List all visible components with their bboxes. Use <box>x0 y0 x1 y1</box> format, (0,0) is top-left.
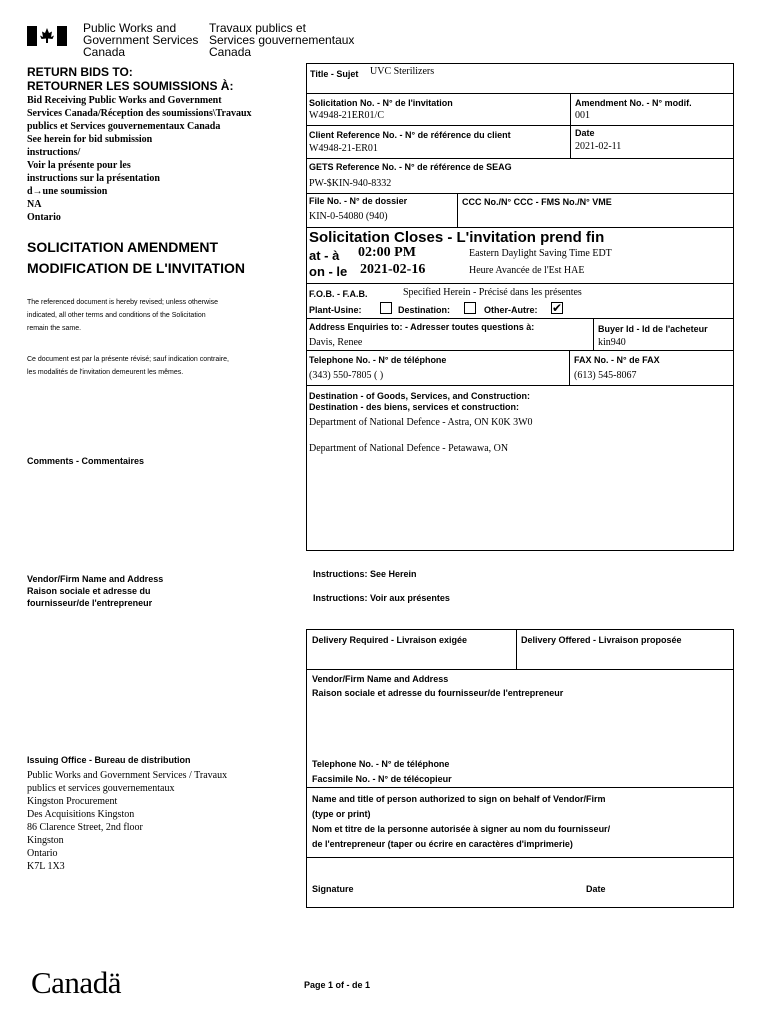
amendment-title <box>27 237 245 279</box>
address-enquiries-label: Address Enquiries to: - Adresser toutes questions à: <box>309 322 535 332</box>
vendor-label-line: fournisseur/de l'entrepreneur <box>27 598 153 608</box>
solicitation-closes-label: Solicitation Closes - L'invitation prend fin <box>309 229 605 246</box>
destination-checkbox[interactable] <box>464 302 476 314</box>
client-reference-value: W4948-21-ER01 <box>309 143 378 154</box>
fax-value: (613) 545-8067 <box>574 370 637 381</box>
page-number: Page 1 of - de 1 <box>304 980 371 990</box>
amendment-text-line: les modalités de l'invitation demeurent les mêmes. <box>27 369 184 376</box>
amendment-text-line: Ce document est par la présente révisé; sauf indication contraire, <box>27 356 229 363</box>
issuing-line: Kingston <box>27 835 64 846</box>
file-no-label: File No. - N° de dossier <box>309 196 408 206</box>
destination-line-1: Department of National Defence - Astra, ON K0K 3W0 <box>309 417 533 428</box>
delivery-offered-label: Delivery Offered - Livraison proposée <box>521 635 682 645</box>
buyer-id-value: kin940 <box>598 337 626 348</box>
address-line: publics et Services gouvernementaux Canada <box>27 121 221 132</box>
destination-checkbox-label: Destination: <box>398 305 451 315</box>
dept-en-line: Public Works and <box>83 21 177 35</box>
dept-en-line: Canada <box>83 45 126 59</box>
on-label: on - le <box>309 264 348 279</box>
gets-reference-label: GETS Reference No. - N° de référence de SEAG <box>309 162 512 172</box>
vendor-name-label-1: Vendor/Firm Name and Address <box>312 674 449 684</box>
signature-date-label: Date <box>586 884 606 894</box>
comments-label: Comments - Commentaires <box>27 456 145 466</box>
destination-label-en: Destination - of Goods, Services, and Construction: <box>309 391 531 401</box>
other-checkbox[interactable]: ✔ <box>552 301 563 315</box>
address-line: instructions sur la présentation <box>27 173 160 184</box>
issuing-line: Public Works and Government Services / Travaux <box>27 770 228 781</box>
address-line: Voir la présente pour les <box>27 160 131 171</box>
amendment-title-en: SOLICITATION AMENDMENT <box>27 239 219 255</box>
timezone-en: Eastern Daylight Saving Time EDT <box>469 248 612 259</box>
telephone-value: (343) 550-7805 ( ) <box>309 370 384 381</box>
vendor-label-line: Raison sociale et adresse du <box>27 586 151 596</box>
return-bids-title-en: RETURN BIDS TO: <box>27 65 133 79</box>
plant-label: Plant-Usine: <box>309 305 362 315</box>
amendment-text-en <box>27 296 218 335</box>
plant-checkbox[interactable] <box>380 302 392 314</box>
fob-label: F.O.B. - F.A.B. <box>309 289 368 299</box>
issuing-line: Ontario <box>27 848 58 859</box>
at-label: at - à <box>309 248 340 263</box>
address-line: Services Canada/Réception des soumissions\Travaux <box>27 108 252 119</box>
department-name-en <box>83 22 198 58</box>
file-no-value: KIN-0-54080 (940) <box>309 211 388 222</box>
amendment-text-line: indicated, all other terms and conditions of the Solicitation <box>27 312 206 319</box>
issuing-line: K7L 1X3 <box>27 861 65 872</box>
fob-value: Specified Herein - Précisé dans les présentes <box>403 287 582 298</box>
vendor-label-line: Vendor/Firm Name and Address <box>27 574 164 584</box>
ccc-no-label: CCC No./N° CCC - FMS No./N° VME <box>462 197 612 207</box>
closing-date-value: 2021-02-16 <box>360 262 426 277</box>
dept-fr-line: Services gouvernementaux <box>209 33 355 47</box>
amendment-title-fr: MODIFICATION DE L'INVITATION <box>27 260 245 276</box>
auth-line: Nom et titre de la personne autorisée à signer au nom du fournisseur/ <box>312 824 611 834</box>
amendment-text-line: remain the same. <box>27 325 82 332</box>
address-line: Bid Receiving Public Works and Government <box>27 95 222 106</box>
dept-en-line: Government Services <box>83 33 199 47</box>
issuing-office-label: Issuing Office - Bureau de distribution <box>27 755 191 765</box>
date-value: 2021-02-11 <box>575 141 622 152</box>
issuing-line: Des Acquisitions Kingston <box>27 809 135 820</box>
amendment-no-label: Amendment No. - N° modif. <box>575 98 692 108</box>
destination-label-fr: Destination - des biens, services et construction: <box>309 402 520 412</box>
other-label: Other-Autre: <box>484 305 538 315</box>
return-bids-title <box>27 65 233 93</box>
title-label: Title - Sujet <box>310 69 359 79</box>
address-line: instructions/ <box>27 147 81 158</box>
address-line: Ontario <box>27 212 61 223</box>
dept-fr-line: Canada <box>209 45 252 59</box>
amendment-no-value: 001 <box>575 110 590 121</box>
canada-wordmark: Canadä <box>31 965 121 1000</box>
buyer-id-label: Buyer Id - Id de l'acheteur <box>598 324 708 334</box>
issuing-line: publics et services gouvernementaux <box>27 783 175 794</box>
issuing-line: Kingston Procurement <box>27 796 118 807</box>
dept-fr-line: Travaux publics et <box>209 21 306 35</box>
client-reference-label: Client Reference No. - N° de référence du client <box>309 130 511 140</box>
date-label: Date <box>575 128 595 138</box>
vendor-left-label <box>27 573 163 609</box>
authorized-person-label <box>312 792 610 852</box>
return-bids-address <box>27 94 292 224</box>
instructions-fr: Instructions: Voir aux présentes <box>313 593 450 603</box>
address-line: d→une soumission <box>27 186 108 197</box>
issuing-office-address <box>27 769 227 873</box>
vendor-telephone-label: Telephone No. - N° de téléphone <box>312 759 450 769</box>
auth-line: Name and title of person authorized to sign on behalf of Vendor/Firm <box>312 794 606 804</box>
solicitation-no-value: W4948-21ER01/C <box>309 110 384 121</box>
address-line: NA <box>27 199 42 210</box>
address-line: See herein for bid submission <box>27 134 153 145</box>
amendment-text-line: The referenced document is hereby revised; unless otherwise <box>27 299 219 306</box>
return-bids-title-fr: RETOURNER LES SOUMISSIONS À: <box>27 79 234 93</box>
delivery-required-label: Delivery Required - Livraison exigée <box>312 635 468 645</box>
auth-line: de l'entrepreneur (taper ou écrire en caractères d'imprimerie) <box>312 839 573 849</box>
signature-label: Signature <box>312 884 354 894</box>
instructions-en: Instructions: See Herein <box>313 569 417 579</box>
amendment-text-fr <box>27 353 229 379</box>
timezone-fr: Heure Avancée de l'Est HAE <box>469 265 585 276</box>
address-enquiries-value: Davis, Renee <box>309 337 363 348</box>
auth-line: (type or print) <box>312 809 371 819</box>
issuing-line: 86 Clarence Street, 2nd floor <box>27 822 143 833</box>
department-name-fr <box>209 22 354 58</box>
vendor-name-label-2: Raison sociale et adresse du fournisseur/de l'entrepreneur <box>312 688 564 698</box>
telephone-label: Telephone No. - N° de téléphone <box>309 355 447 365</box>
fax-label: FAX No. - N° de FAX <box>574 355 660 365</box>
destination-line-2: Department of National Defence - Petawawa, ON <box>309 443 509 454</box>
closing-time-value: 02:00 PM <box>358 245 416 260</box>
title-value: UVC Sterilizers <box>370 66 435 77</box>
gets-reference-value: PW-$KIN-940-8332 <box>309 178 392 189</box>
vendor-fax-label: Facsimile No. - N° de télécopieur <box>312 774 452 784</box>
solicitation-no-label: Solicitation No. - N° de l'invitation <box>309 98 453 108</box>
canada-flag-icon <box>27 26 67 46</box>
